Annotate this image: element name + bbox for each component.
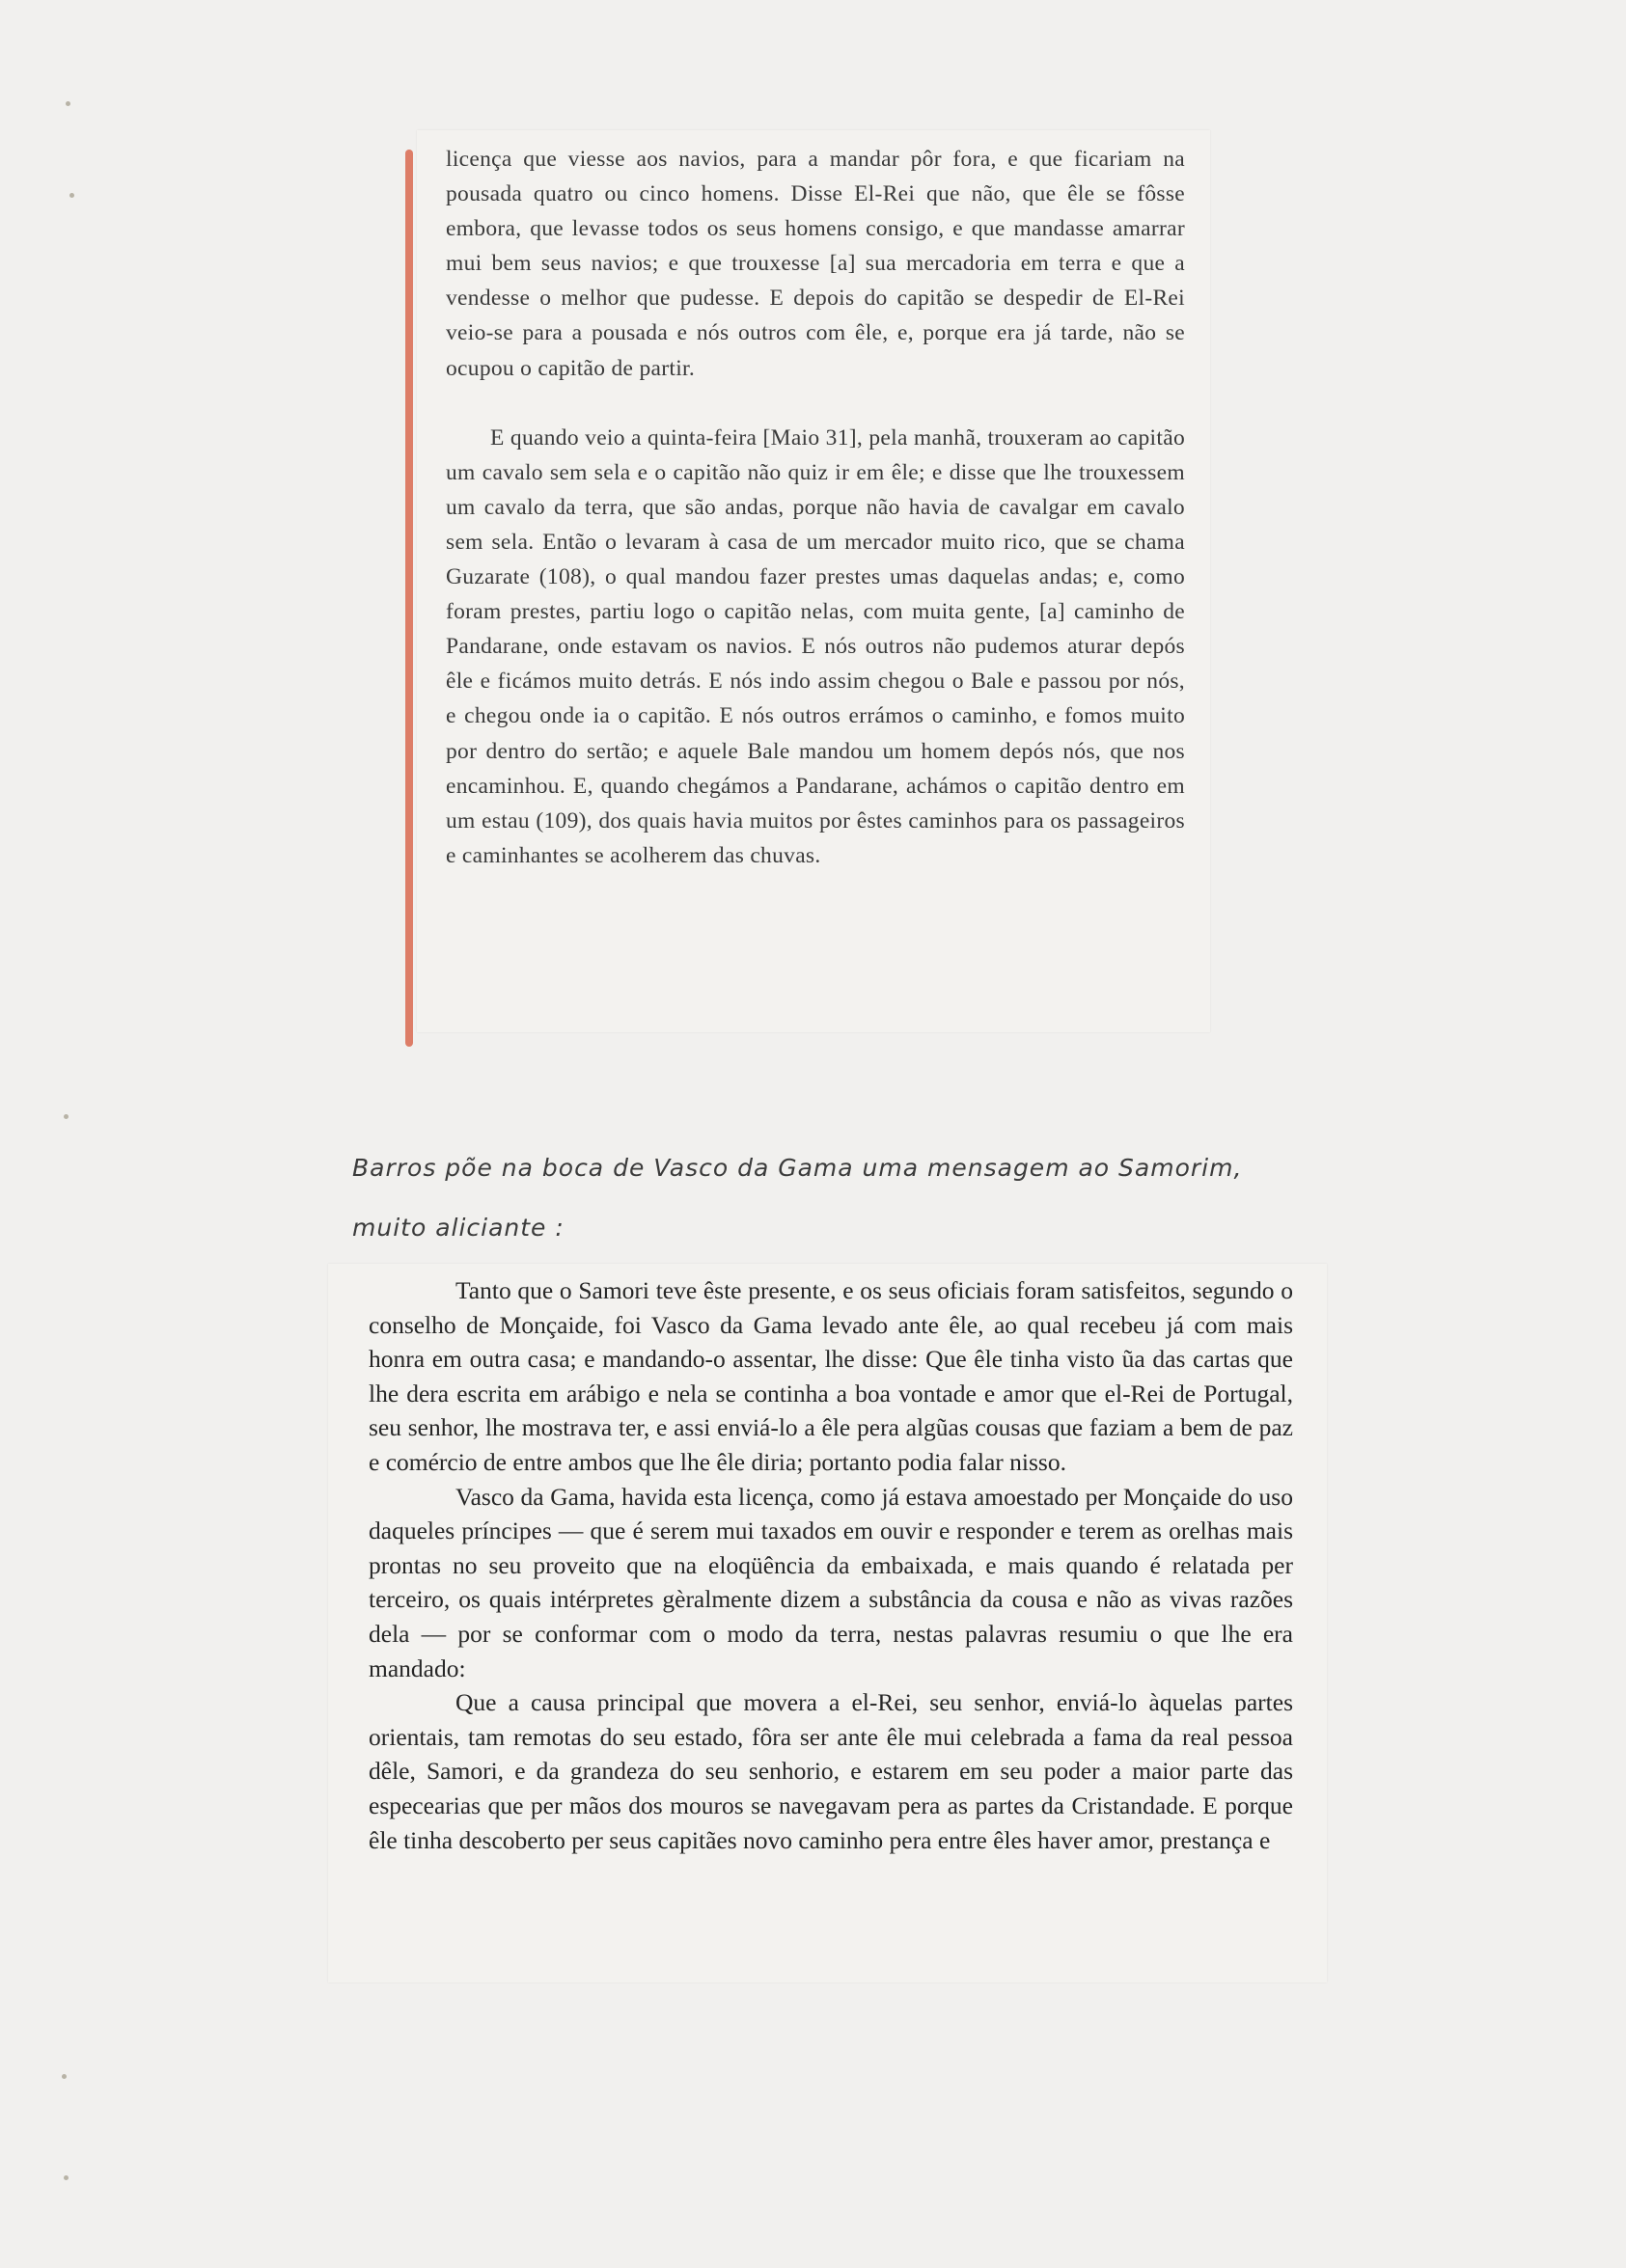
clipping-1-text: [446, 142, 1185, 873]
clipping-2-text: [369, 1273, 1293, 1857]
clipping-2-paragraph-3: Que a causa principal que movera a el-Rei, seu senhor, enviá-lo àquelas partes orientais, tam remotas do seu estado, fôra ser ante êle mui celebrada a fama da real pessoa dêle, Samori, e da grandeza do seu senhorio, e estarem em seu poder a maior parte das especearias que per mãos dos mouros se navegavam pera as partes da Cristandade. E porque êle tinha descoberto per seus capitães novo caminho pera entre êles haver amor, prestança e: [369, 1688, 1293, 1854]
handwritten-note-line-1: Barros põe na boca de Vasco da Gama uma mensagem ao Samorim,: [352, 1154, 1243, 1182]
paper-speck: [64, 1114, 69, 1119]
red-margin-mark: [405, 150, 413, 1047]
paper-speck: [62, 2074, 67, 2079]
clipping-2-paragraph-2: Vasco da Gama, havida esta licença, como já estava amoestado per Monçaide do uso daqueles príncipes — que é serem mui taxados em ouvir e responder e terem as orelhas mais prontas no seu proveito que na eloqüência da embaixada, e mais quando é relatada per terceiro, os quais intérpretes gèralmente dizem a substância da cousa e não as vivas razões dela — por se conformar com o modo da terra, nestas palavras resumiu o que lhe era mandado:: [369, 1482, 1293, 1682]
paper-speck: [69, 193, 74, 198]
newspaper-clipping-1: [417, 130, 1210, 1032]
clipping-1-paragraph-1: licença que viesse aos navios, para a mandar pôr fora, e que ficariam na pousada quatro ou cinco homens. Disse El-Rei que não, que êle se fôsse embora, que levasse todos os seus homens consigo, e que mandasse amarrar mui bem seus navios; e que trouxesse [a] sua mercadoria em terra e que a vendesse o melhor que pudesse. E depois do capitão se despedir de El-Rei veio-se para a pousada e nós outros com êle, e, porque era já tarde, não se ocupou o capitão de partir.: [446, 147, 1185, 381]
clipping-1-paragraph-2: E quando veio a quinta-feira [Maio 31], pela manhã, trouxeram ao capitão um cavalo sem sela e o capitão não quiz ir em êle; e disse que lhe trouxessem um cavalo da terra, que são andas, porque não havia de cavalgar em cavalo sem sela. Então o levaram à casa de um mercador muito rico, que se chama Guzarate (108), o qual mandou fazer prestes umas daquelas andas; e, como foram prestes, partiu logo o capitão nelas, com muita gente, [a] caminho de Pandarane, onde estavam os navios. E nós outros não pudemos aturar depós êle e ficámos muito detrás. E nós indo assim chegou o Bale e passou por nós, e chegou onde ia o capitão. E nós outros errámos o caminho, e fomos muito por dentro do sertão; e aquele Bale mandou um homem depós nós, que nos encaminhou. E, quando chegámos a Pandarane, achámos o capitão dentro em um estau (109), dos quais havia muitos por êstes caminhos para os passageiros e caminhantes se acolherem das chuvas.: [446, 424, 1185, 868]
handwritten-note: [352, 1138, 1462, 1258]
clipping-2-paragraph-1: Tanto que o Samori teve êste presente, e os seus oficiais foram satisfeitos, segundo o conselho de Monçaide, foi Vasco da Gama levado ante êle, ao qual recebeu já com mais honra em outra casa; e mandando-o assentar, lhe disse: Que êle tinha visto ũa das cartas que lhe dera escrita em arábigo e nela se continha a boa vontade e amor que el-Rei de Portugal, seu senhor, lhe mostrava ter, e assi enviá-lo a êle pera algũas cousas que faziam a bem de paz e comércio de entre ambos que lhe êle diria; portanto podia falar nisso.: [369, 1276, 1293, 1476]
paper-speck: [64, 2175, 69, 2180]
handwritten-note-line-2: muito aliciante :: [352, 1214, 565, 1242]
newspaper-clipping-2: [328, 1264, 1327, 1982]
paper-speck: [66, 101, 70, 106]
